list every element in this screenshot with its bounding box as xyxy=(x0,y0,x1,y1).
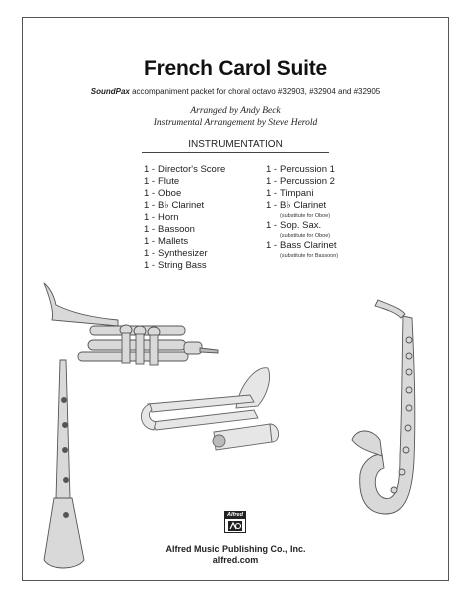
instrument-name: Percussion 1 xyxy=(280,164,335,175)
instrument-note: (substitute for Oboe) xyxy=(280,233,331,239)
instrument-name: Horn xyxy=(158,212,179,223)
instrument-name: B♭ Clarinet xyxy=(158,200,205,211)
instrument-count: 1 - xyxy=(144,200,156,211)
trumpet-icon xyxy=(44,283,218,365)
instrument-name: Sop. Sax. xyxy=(280,220,322,231)
instrument-name: String Bass xyxy=(158,260,207,271)
instrument-count: 1 - xyxy=(266,240,278,251)
instrument-name: Timpani xyxy=(280,188,314,199)
instrument-count: 1 - xyxy=(144,236,156,247)
instrument-count: 1 - xyxy=(266,200,278,211)
subtitle-text: accompaniment packet for choral octavo #32903, #32904 and #32905 xyxy=(129,87,381,96)
instrument-name: Bass Clarinet xyxy=(280,240,337,251)
saxophone-icon xyxy=(352,300,415,514)
instrument-count: 1 - xyxy=(266,176,278,187)
publisher-name: Alfred Music Publishing Co., Inc. xyxy=(165,544,306,554)
instrument-count: 1 - xyxy=(144,164,156,175)
subtitle-brand: SoundPax xyxy=(90,87,130,96)
instrument-count: 1 - xyxy=(144,224,156,235)
clarinet-icon xyxy=(44,360,84,568)
trombone-icon xyxy=(141,368,278,450)
instrument-name: B♭ Clarinet xyxy=(280,200,327,211)
instrument-name: Percussion 2 xyxy=(280,176,335,187)
instrument-count: 1 - xyxy=(266,220,278,231)
instrument-name: Oboe xyxy=(158,188,182,199)
publisher-logo xyxy=(224,511,246,533)
instrument-note: (substitute for Bassoon) xyxy=(280,253,339,259)
instrumentation-heading: INSTRUMENTATION xyxy=(188,139,283,150)
instrument-note: (substitute for Oboe) xyxy=(280,213,331,219)
logo-emblem-icon xyxy=(228,521,242,531)
logo-wordmark: Alfred xyxy=(225,512,245,519)
instrument-count: 1 - xyxy=(144,176,156,187)
instrument-count: 1 - xyxy=(266,164,278,175)
instrument-name: Bassoon xyxy=(158,224,195,235)
page-title: French Carol Suite xyxy=(143,57,328,80)
instrument-name: Synthesizer xyxy=(158,248,208,259)
instrument-count: 1 - xyxy=(144,248,156,259)
arranger-credit: Arranged by Andy Beck xyxy=(190,106,281,116)
instrument-name: Flute xyxy=(158,176,180,187)
instrumental-credit: Instrumental Arrangement by Steve Herold xyxy=(153,118,318,128)
instrument-name: Mallets xyxy=(158,236,189,247)
publisher-url[interactable]: alfred.com xyxy=(212,555,259,565)
instrument-count: 1 - xyxy=(266,188,278,199)
instrument-count: 1 - xyxy=(144,260,156,271)
instrument-count: 1 - xyxy=(144,188,156,199)
instrument-name: Director's Score xyxy=(158,164,226,175)
instrument-count: 1 - xyxy=(144,212,156,223)
